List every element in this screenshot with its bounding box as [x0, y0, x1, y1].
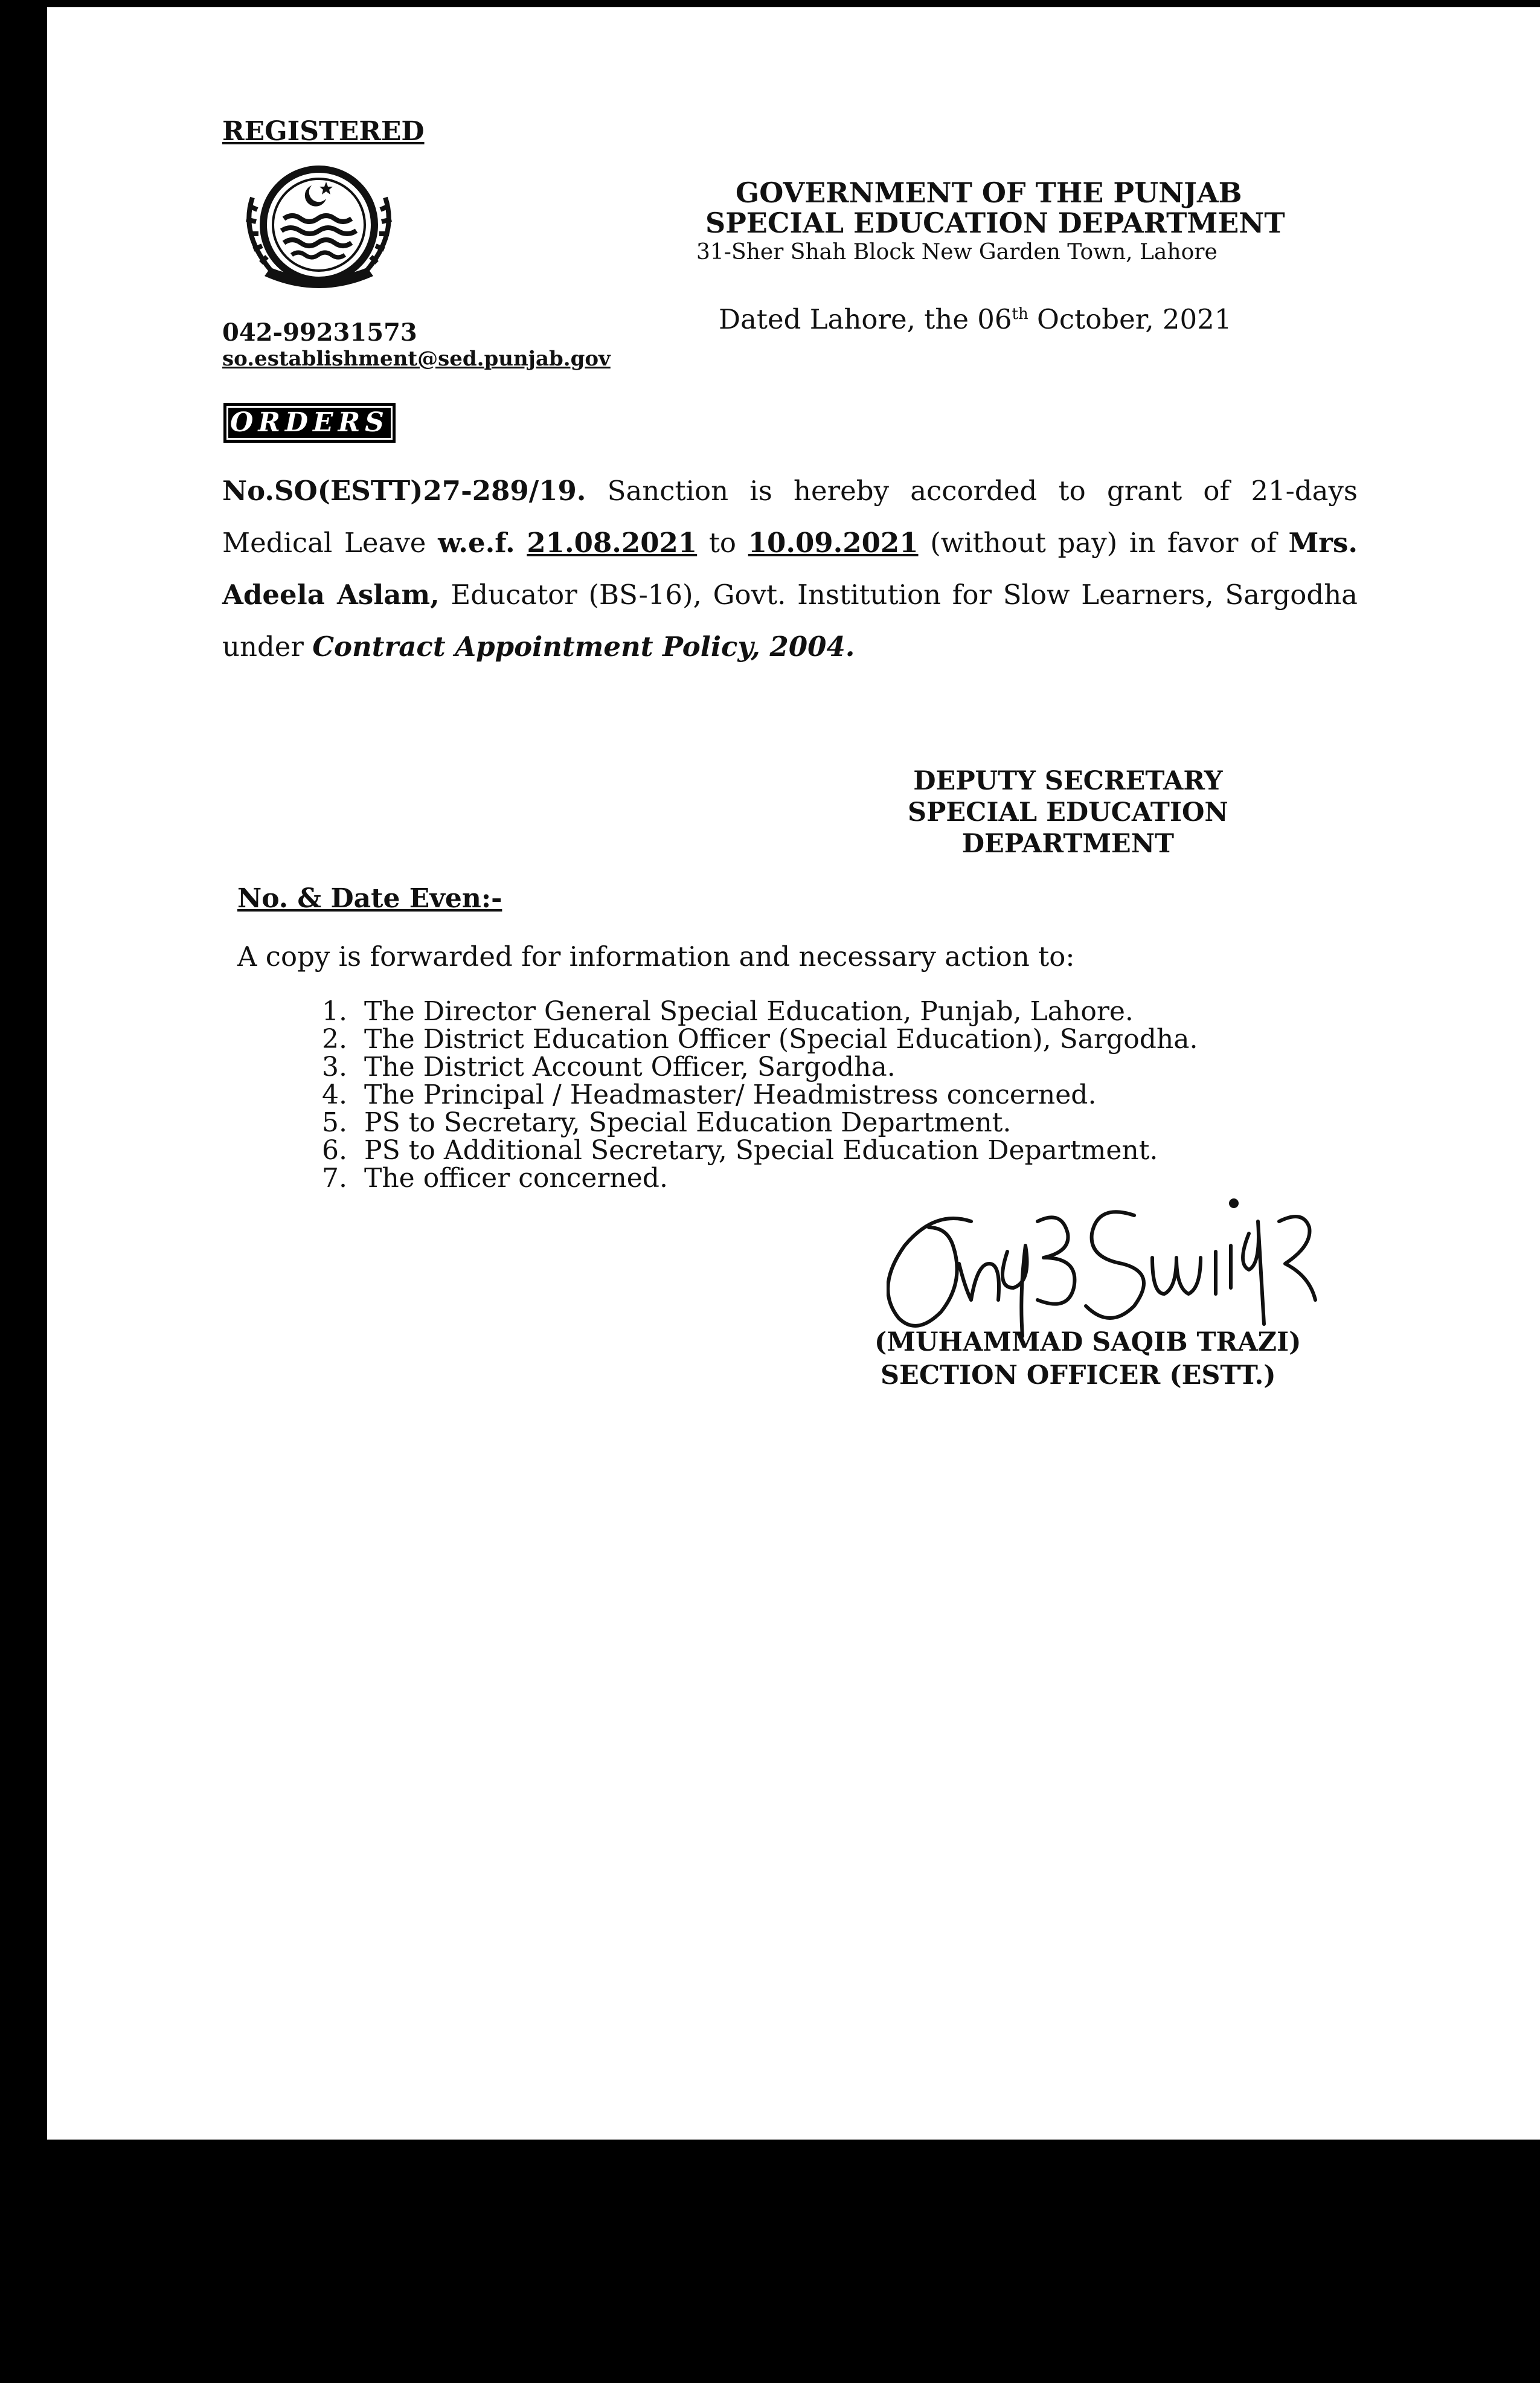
- recipient-text: The District Account Officer, Sargodha.: [364, 1052, 896, 1082]
- dated-ordinal: th: [1012, 305, 1028, 323]
- leave-end-date: 10.09.2021: [748, 527, 919, 559]
- recipient-text: The Director General Special Education, Punjab, Lahore.: [364, 996, 1134, 1027]
- handwritten-signature: [887, 1197, 1346, 1342]
- distribution-intro: A copy is forwarded for information and necessary action to:: [237, 941, 1075, 973]
- orders-heading: ORDERS: [223, 403, 396, 443]
- dated-prefix: Dated Lahore, the 06: [719, 303, 1012, 335]
- list-item: [322, 1026, 1198, 1053]
- signatory-line-2: SPECIAL EDUCATION: [908, 797, 1228, 828]
- list-number: 3.: [322, 1052, 347, 1082]
- order-wef: w.e.f.: [438, 527, 515, 559]
- officer-name: (MUHAMMAD SAQIB TRAZI): [874, 1327, 1301, 1357]
- leave-start-date: 21.08.2021: [527, 527, 698, 559]
- no-date-even-heading: No. & Date Even:-: [237, 883, 502, 914]
- email-address: so.establishment@sed.punjab.gov: [222, 347, 611, 371]
- list-number: 6.: [322, 1135, 347, 1166]
- punjab-emblem-icon: [228, 161, 409, 306]
- signatory-line-3: DEPARTMENT: [961, 829, 1175, 859]
- order-text-1: Sanction is hereby accorded to grant of 21-days Medical Leave: [222, 475, 1358, 559]
- document-page: [47, 7, 1540, 2140]
- officer-title: SECTION OFFICER (ESTT.): [881, 1360, 1276, 1391]
- list-number: 4.: [322, 1079, 347, 1110]
- signatory-line-1: DEPUTY SECRETARY: [913, 766, 1223, 796]
- dated-line: [719, 303, 1231, 335]
- list-number: 1.: [322, 996, 347, 1027]
- list-item: [322, 1137, 1198, 1165]
- department-title: SPECIAL EDUCATION DEPARTMENT: [705, 207, 1285, 239]
- list-item: [322, 1165, 1198, 1192]
- recipient-text: The Principal / Headmaster/ Headmistress concerned.: [364, 1079, 1097, 1110]
- list-item: [322, 998, 1198, 1026]
- order-reference-number: No.SO(ESTT)27-289/19.: [222, 475, 586, 507]
- dated-suffix: October, 2021: [1028, 303, 1232, 335]
- government-title: GOVERNMENT OF THE PUNJAB: [736, 176, 1242, 209]
- recipient-text: The officer concerned.: [364, 1163, 668, 1194]
- list-item: [322, 1109, 1198, 1137]
- recipient-text: The District Education Officer (Special Education), Sargodha.: [364, 1024, 1198, 1055]
- phone-number: 042-99231573: [222, 318, 417, 347]
- order-text-3: Educator (BS-16), Govt. Institution for Slow Learners, Sargodha under: [222, 579, 1358, 663]
- recipient-text: PS to Secretary, Special Education Department.: [364, 1107, 1012, 1138]
- list-item: [322, 1081, 1198, 1109]
- list-number: 2.: [322, 1024, 347, 1055]
- order-text-2: (without pay) in favor of: [930, 527, 1289, 559]
- order-body: [222, 465, 1358, 673]
- recipient-list: [322, 998, 1198, 1192]
- deputy-secretary-block: [908, 765, 1228, 860]
- policy-name: Contract Appointment Policy, 2004.: [312, 631, 855, 663]
- list-number: 7.: [322, 1163, 347, 1194]
- employee-name: Mrs. Adeela Aslam,: [222, 527, 1358, 611]
- order-to: to: [708, 527, 737, 559]
- list-number: 5.: [322, 1107, 347, 1138]
- registered-label: REGISTERED: [222, 116, 425, 147]
- department-address: 31-Sher Shah Block New Garden Town, Lahore: [696, 240, 1218, 265]
- recipient-text: PS to Additional Secretary, Special Education Department.: [364, 1135, 1158, 1166]
- list-item: [322, 1053, 1198, 1081]
